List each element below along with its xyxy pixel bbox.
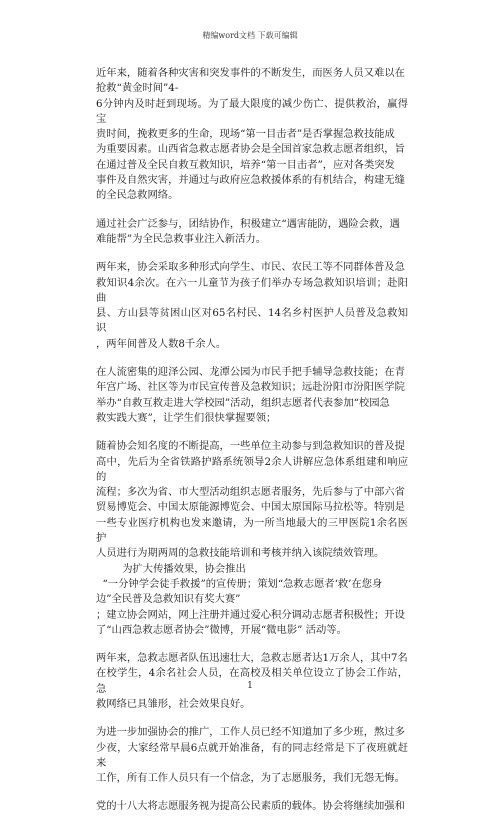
paragraph [96, 66, 408, 204]
text-line: 了“山西急救志愿者协会”微博，开展“微电影” 活动等。 [96, 623, 347, 636]
text-line: 通过社会广泛参与，团结协作，积极建立“遇害能防，遇险会救，遇 [96, 217, 400, 230]
text-line: 在通过普及全民自救互救知识，培养“第一目击者”，应对各类突发 [96, 158, 395, 171]
text-line: 难能帮”为全民急救事业注入新活力。 [96, 232, 267, 245]
text-line: 边”全民普及急救知识有奖大赛” [96, 593, 241, 606]
text-line: 贸易博览会、中国太原能源博览会、中国太原国际马拉松等。特别是 [96, 501, 405, 514]
text-line: 两年来，急救志愿者队伍迅速壮大，急救志愿者达1万余人，其中7名 [96, 652, 408, 665]
text-line: 救网络已具雏形，社会效果良好。 [96, 697, 251, 710]
paragraph [96, 217, 408, 248]
text-line: 贵时间，挽救更多的生命，现场“第一目击者”是否掌握急救技能成 [96, 128, 395, 141]
text-line: 党的十八大将志愿服务视为提高公民素质的载体。协会将继续加强和 [96, 800, 405, 813]
paragraph [96, 365, 408, 426]
text-line: 在人流密集的迎泽公园、龙潭公园为市民手把手辅导急救技能；在青 [96, 366, 405, 379]
document-body [96, 66, 408, 828]
text-line: 年宫广场、社区等为市民宣传普及急救知识；远赴汾阳市汾阳医学院 [96, 381, 405, 394]
text-line: 两年来，协会采取多种形式向学生、市民、农民工等不同群体普及急 [96, 261, 405, 274]
text-line: 的全民急救网络。 [96, 189, 179, 202]
page-header: 精编word文档 下载可编辑 [202, 31, 298, 40]
text-line: 县、方山县等贫困山区对65名村民、14名乡村医护人员普及急救知识 [96, 307, 408, 335]
paragraph [96, 725, 408, 786]
text-line: “一分钟学会徒手救援”的宣传册；策划“急救志愿者‘救’在您身 [96, 577, 383, 590]
paragraph [96, 260, 408, 352]
text-line: 6分钟内及时赶到现场。为了最大限度的减少伤亡、提供救治，赢得宝 [96, 97, 408, 125]
text-line: 少夜，大家经常早晨6点就开始准备，有的同志经常是下了夜班就赶来 [96, 741, 408, 769]
text-line: 为扩大传播效果，协会推出 [96, 562, 246, 575]
page-number: 1 [247, 681, 253, 691]
text-line: 高中，先后为全省铁路护路系统领导2余人讲解应急体系组建和响应的 [96, 455, 408, 483]
text-line: 随着协会知名度的不断提高，一些单位主动参与到急救知识的普及提 [96, 440, 405, 453]
paragraph [96, 439, 408, 638]
text-line: 一些专业医疗机构也发来邀请，为一所当地最大的三甲医院1余名医护 [96, 516, 408, 545]
paragraph [96, 799, 408, 814]
text-line: 工作，所有工作人员只有一个信念，为了志愿服务，我们无怨无悔。 [96, 772, 405, 785]
text-line: ，两年间普及人数8千余人。 [96, 337, 227, 350]
text-line: 近年来，随着各种灾害和突发事件的不断发生，而医务人员又难以在 [96, 67, 405, 79]
text-line: 为进一步加强协会的推广，工作人员已经不知道加了多少班，熬过多 [96, 726, 405, 739]
text-line: 在校学生，4余名社会人员，在高校及相关单位设立了协会工作站，急 [96, 667, 408, 695]
text-line: 事件及自然灾害，并通过与政府应急救援体系的有机结合，构建无缝 [96, 174, 405, 187]
text-line: 举办“自救互救走进大学校园”活动，组织志愿者代表参加“校园急 [96, 396, 390, 409]
text-line: ；建立协会网站，网上注册并通过爱心积分调动志愿者积极性；开设 [96, 608, 405, 621]
text-line: 救实践大赛”，让学生们很快掌握要领； [96, 411, 277, 424]
text-line: 抢救“黄金时间”4- [96, 82, 179, 95]
text-line: 人员进行为期两周的急救技能培训和考核并纳入该院绩效管理。 [96, 547, 385, 560]
text-line: 流程；多次为省、市大型活动组织志愿者服务，先后参与了中部六省 [96, 486, 405, 499]
text-line: 救知识4余次。在六一儿童节为孩子们举办专场急救知识培训；赴阳曲 [96, 276, 408, 304]
text-line: 为重要因素。山西省急救志愿者协会是全国首家急救志愿者组织，旨 [96, 143, 405, 156]
